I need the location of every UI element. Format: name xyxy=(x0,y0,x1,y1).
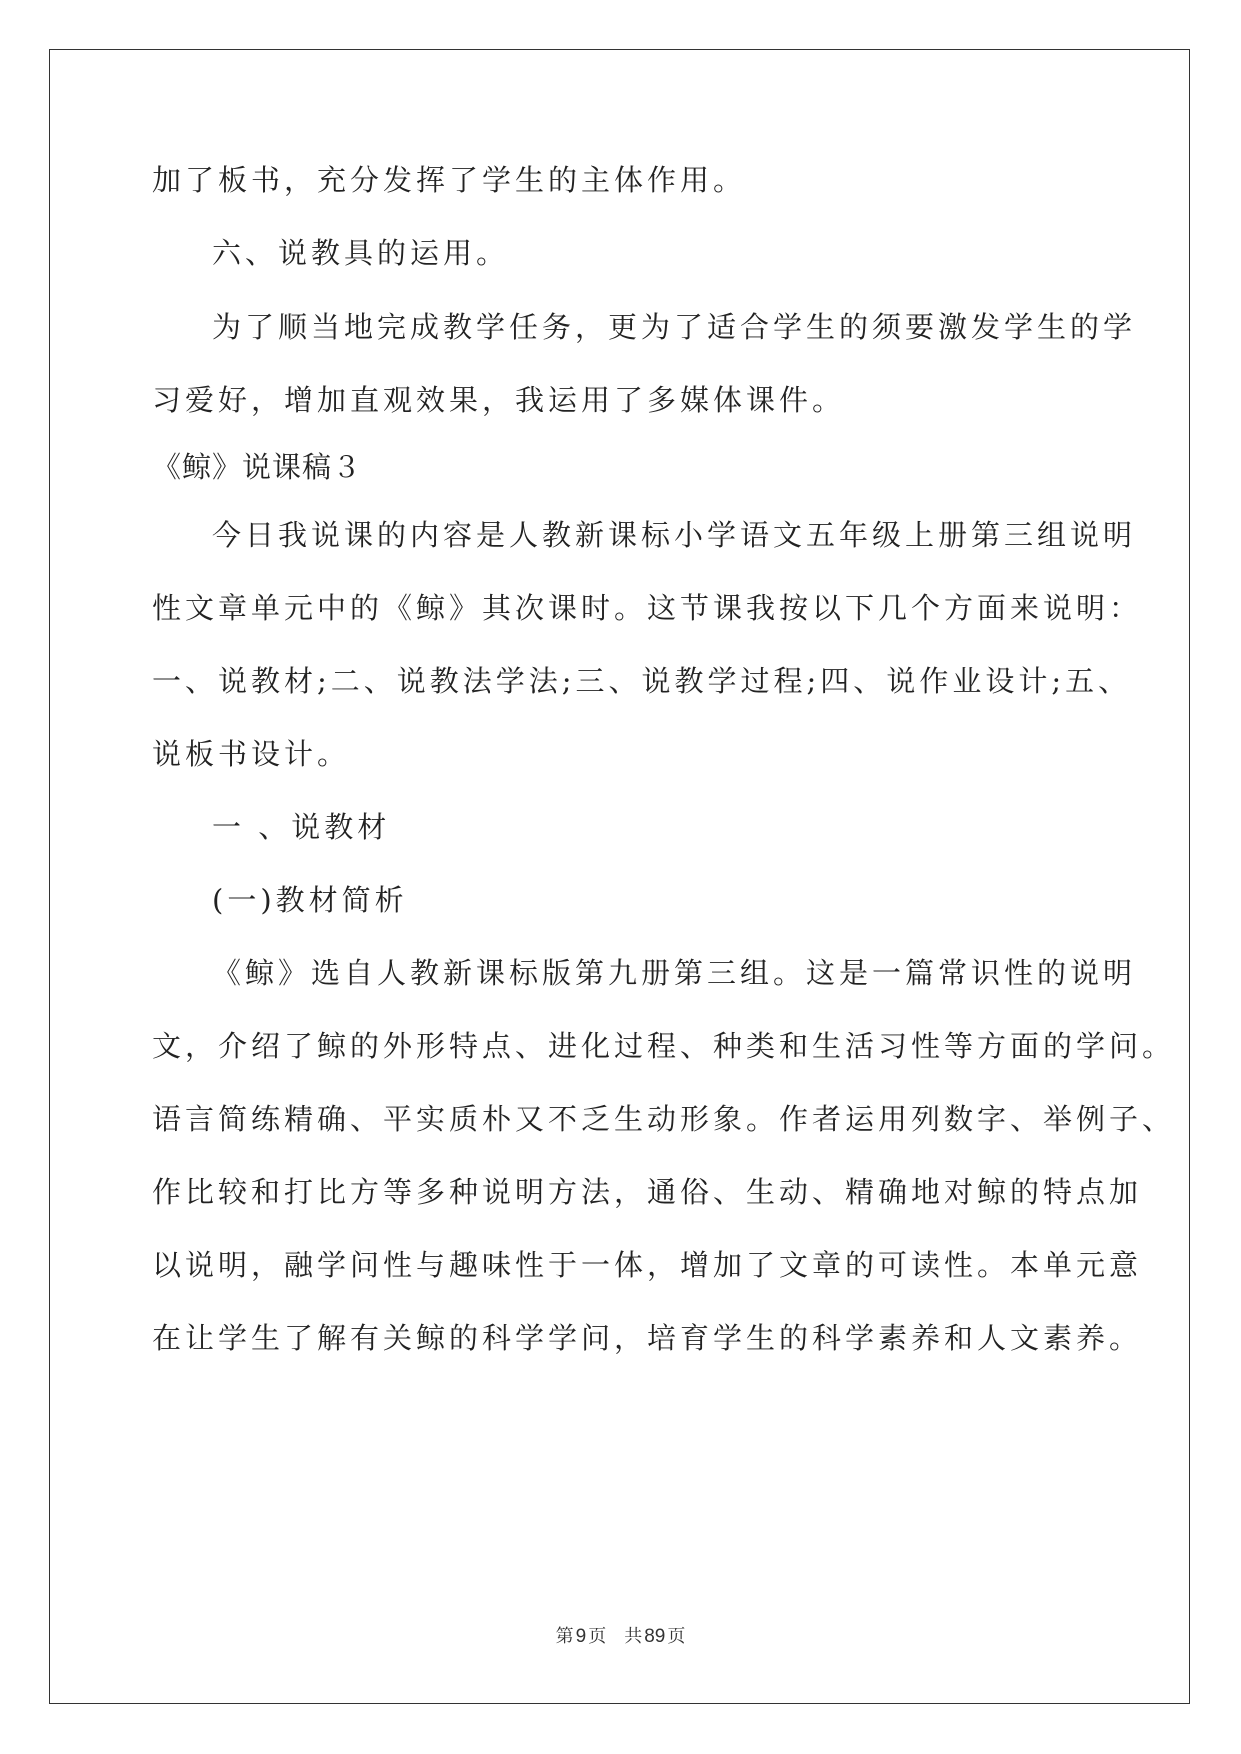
text-line: 今日我说课的内容是人教新课标小学语文五年级上册第三组说明 xyxy=(212,518,1137,552)
footer-mid: 页 共 xyxy=(588,1626,643,1647)
footer-total-pages: 89 xyxy=(644,1626,666,1647)
text-line: 习爱好，增加直观效果，我运用了多媒体课件。 xyxy=(152,383,846,417)
section-heading: 六、说教具的运用。 xyxy=(212,236,510,270)
text-line: 为了顺当地完成教学任务，更为了适合学生的须要激发学生的学 xyxy=(212,310,1137,344)
document-title: 《鲸》说课稿３ xyxy=(152,450,363,484)
section-heading: 一 、说教材 xyxy=(212,810,391,844)
text-line: 说板书设计。 xyxy=(152,737,351,771)
text-line: 性文章单元中的《鲸》其次课时。这节课我按以下几个方面来说明： xyxy=(152,591,1143,625)
text-line: 作比较和打比方等多种说明方法，通俗、生动、精确地对鲸的特点加 xyxy=(152,1175,1143,1209)
text-line: 语言简练精确、平实质朴又不乏生动形象。作者运用列数字、举例子、 xyxy=(152,1102,1176,1136)
text-line: 一、说教材;二、说教法学法;三、说教学过程;四、说作业设计;五、 xyxy=(152,664,1132,698)
subsection-heading: (一)教材简析 xyxy=(212,883,408,917)
text-line: 《鲸》选自人教新课标版第九册第三组。这是一篇常识性的说明 xyxy=(212,956,1137,990)
footer-prefix: 第 xyxy=(555,1626,574,1647)
text-line: 以说明，融学问性与趣味性于一体，增加了文章的可读性。本单元意 xyxy=(152,1248,1143,1282)
footer-page-number: 9 xyxy=(575,1626,587,1647)
page-border xyxy=(49,49,1190,1704)
footer-suffix: 页 xyxy=(667,1626,686,1647)
text-line: 加了板书，充分发挥了学生的主体作用。 xyxy=(152,163,747,197)
page-footer xyxy=(0,1622,1241,1648)
text-line: 在让学生了解有关鲸的科学学问，培育学生的科学素养和人文素养。 xyxy=(152,1321,1143,1355)
text-line: 文，介绍了鲸的外形特点、进化过程、种类和生活习性等方面的学问。 xyxy=(152,1029,1176,1063)
